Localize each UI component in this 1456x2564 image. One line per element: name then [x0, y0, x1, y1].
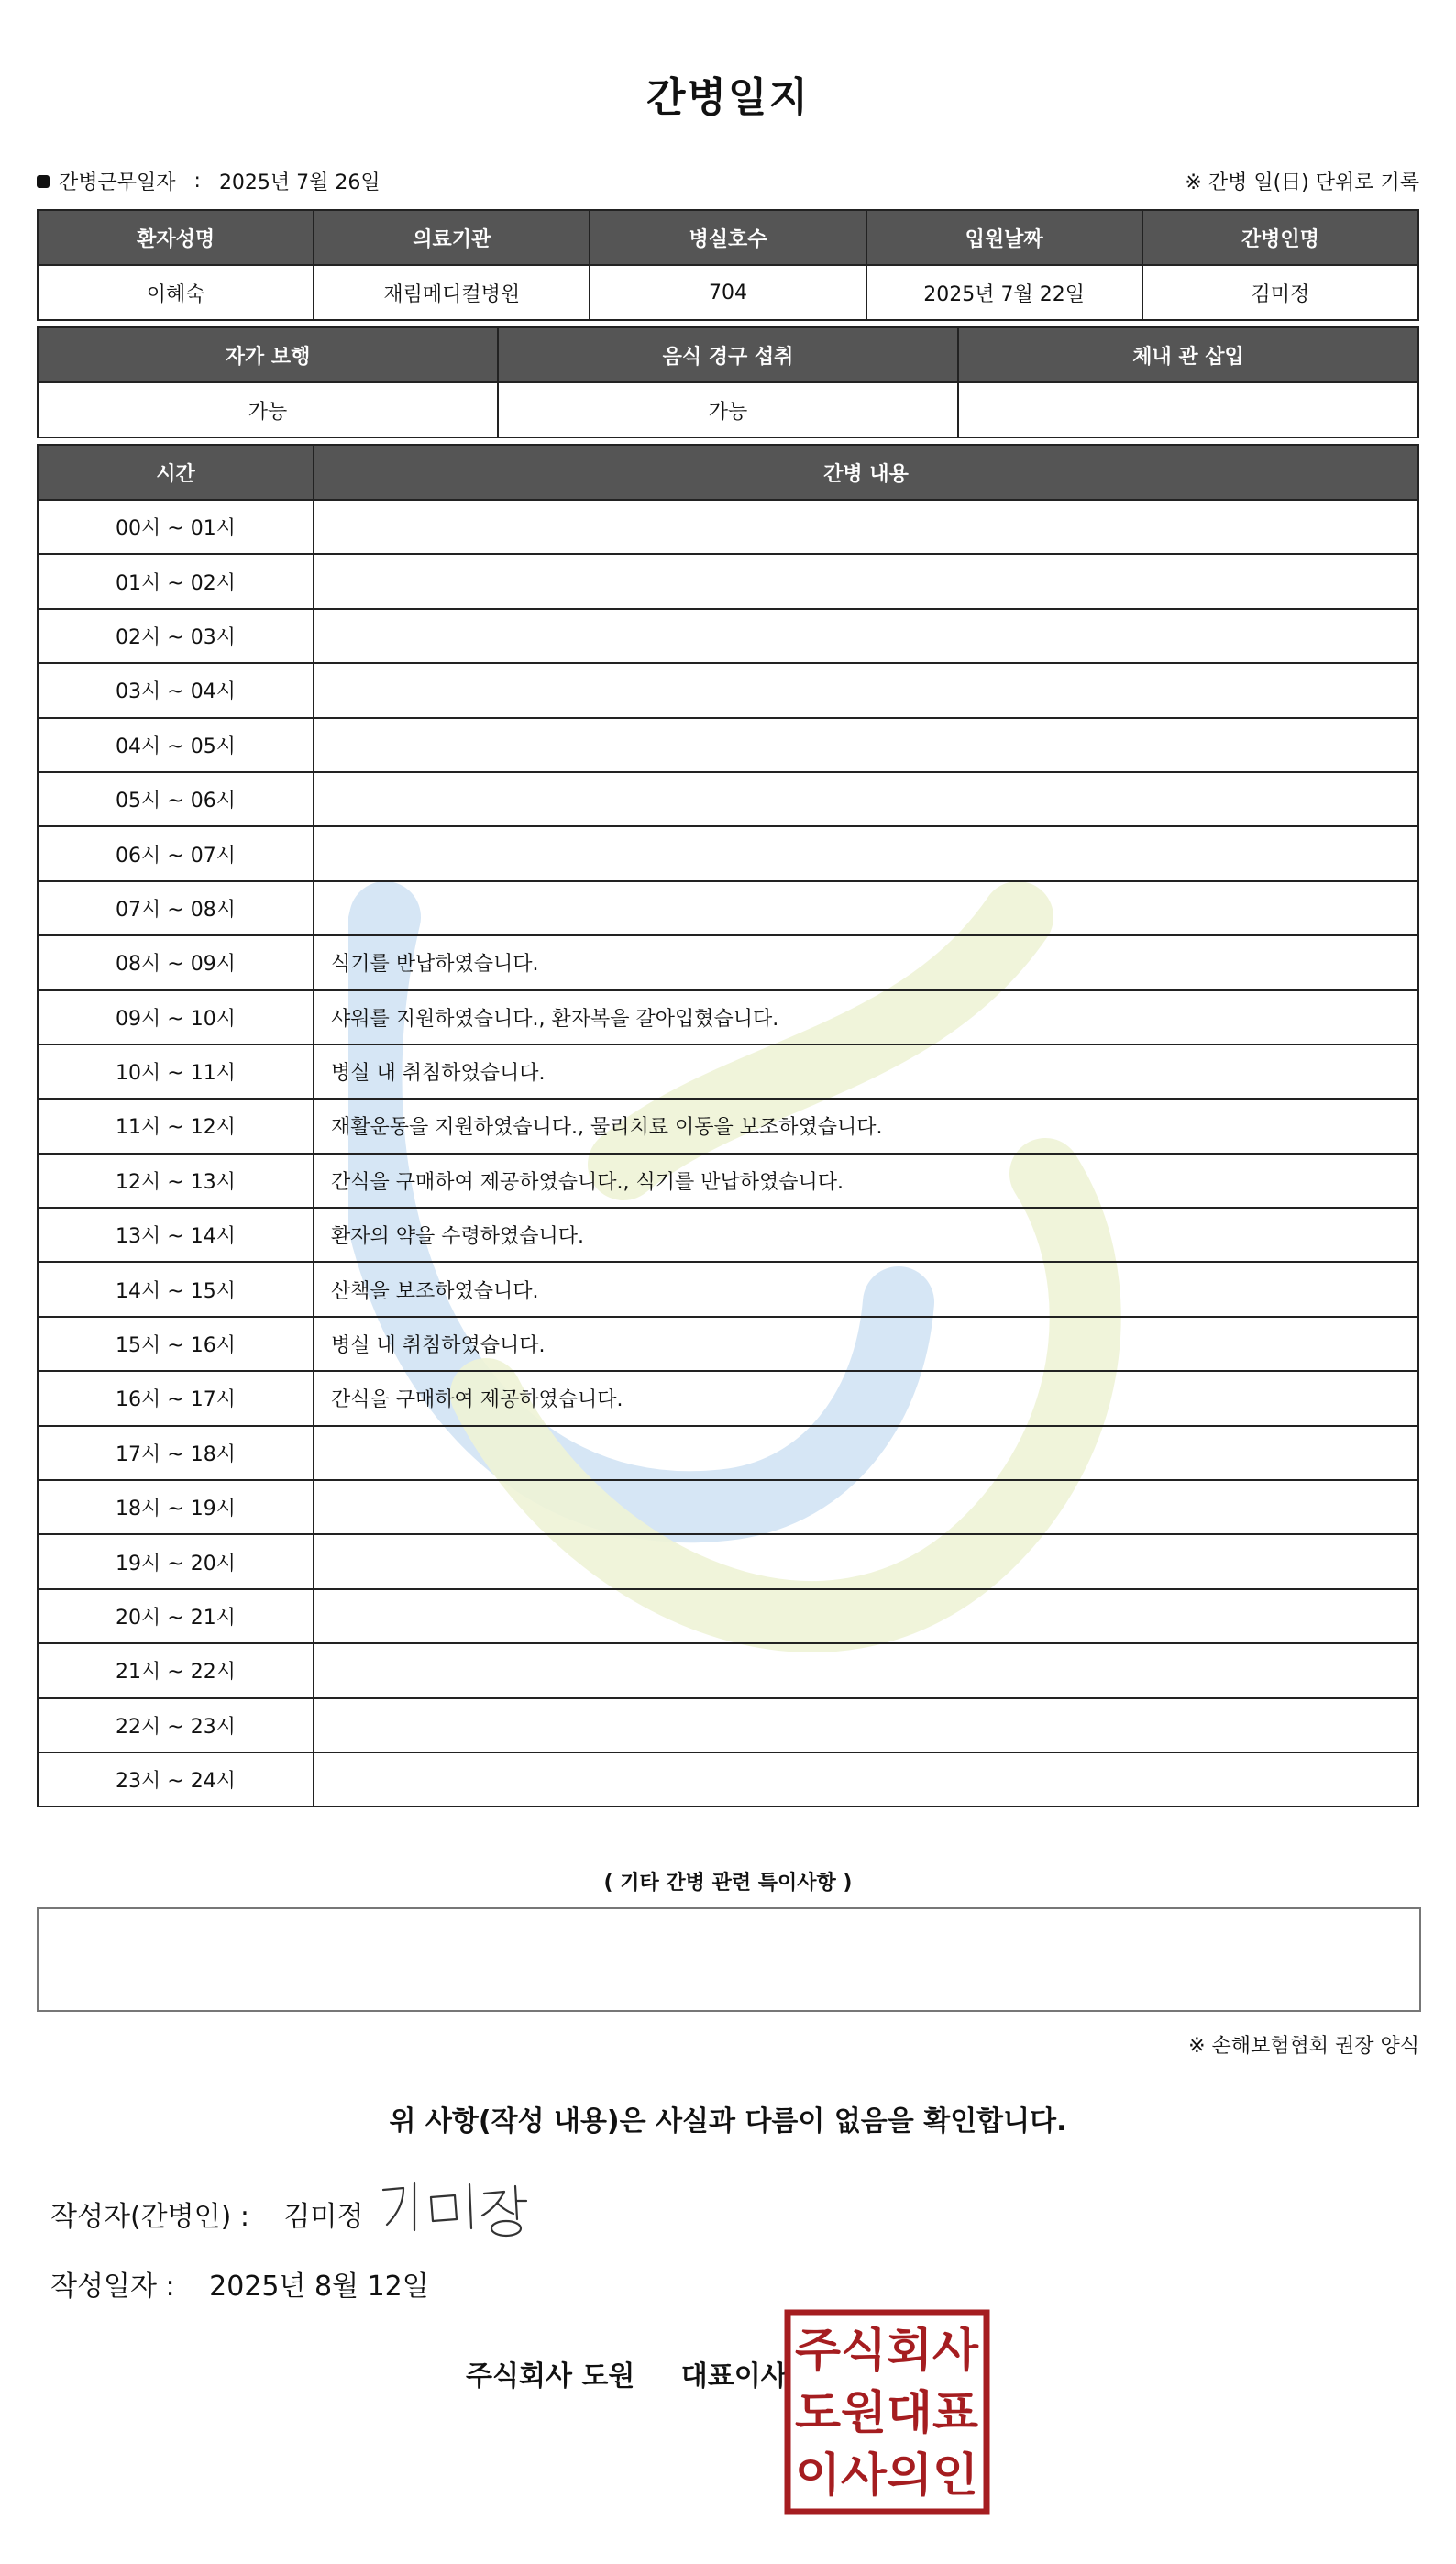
time-slot: 03시 ~ 04시 — [38, 663, 314, 717]
care-content-cell: 병실 내 취침하였습니다. — [314, 1044, 1418, 1099]
caregiver-name-value: 김미정 — [1142, 265, 1418, 320]
time-slot: 11시 ~ 12시 — [38, 1099, 314, 1153]
time-slot: 10시 ~ 11시 — [38, 1044, 314, 1099]
confirmation-statement: 위 사항(작성 내용)은 사실과 다름이 없음을 확인합니다. — [389, 2105, 1067, 2138]
work-date-row — [37, 167, 381, 195]
time-slot: 20시 ~ 21시 — [38, 1589, 314, 1643]
company-name: 주식회사 도원 — [466, 2360, 635, 2393]
table-row — [38, 1752, 1418, 1807]
hospital-value: 재림메디컬병원 — [314, 265, 590, 320]
time-slot: 06시 ~ 07시 — [38, 826, 314, 880]
writer-name: 김미정 — [283, 2201, 364, 2233]
table-row — [38, 990, 1418, 1044]
care-content-cell: 병실 내 취침하였습니다. — [314, 1317, 1418, 1371]
time-slot: 15시 ~ 16시 — [38, 1317, 314, 1371]
table-row — [38, 1262, 1418, 1316]
patient-status-table — [37, 326, 1419, 438]
writer-label: 작성자(간병인) : — [50, 2201, 249, 2233]
table-row — [38, 826, 1418, 880]
time-slot: 14시 ~ 15시 — [38, 1262, 314, 1316]
table-row — [38, 1099, 1418, 1153]
work-date-value: 2025년 7월 26일 — [218, 171, 381, 194]
care-content-cell — [314, 1698, 1418, 1752]
time-slot: 04시 ~ 05시 — [38, 718, 314, 772]
table-row — [38, 1480, 1418, 1534]
care-content-cell: 식기를 반납하였습니다. — [314, 935, 1418, 989]
form-source-note: ※ 손해보험협회 권장 양식 — [1188, 2035, 1419, 2058]
room-number-value: 704 — [590, 265, 866, 320]
time-slot: 21시 ~ 22시 — [38, 1643, 314, 1697]
document-title: 간병일지 — [645, 74, 810, 121]
table-header-row — [38, 210, 1418, 265]
care-content-cell: 산책을 보조하였습니다. — [314, 1262, 1418, 1316]
handwritten-signature — [376, 2173, 550, 2247]
work-date-label: 간병근무일자 — [59, 171, 176, 194]
table-row — [38, 1589, 1418, 1643]
time-slot: 17시 ~ 18시 — [38, 1426, 314, 1480]
time-slot: 16시 ~ 17시 — [38, 1371, 314, 1425]
care-content-cell — [314, 1480, 1418, 1534]
table-row — [38, 1534, 1418, 1588]
care-log-body — [38, 500, 1418, 1807]
bullet-square-icon — [37, 175, 50, 188]
care-content-cell — [314, 1426, 1418, 1480]
company-row — [466, 2353, 788, 2393]
care-content-cell — [314, 772, 1418, 826]
header-care-content: 간병 내용 — [314, 445, 1418, 500]
writer-row — [50, 2194, 363, 2234]
care-content-cell — [314, 718, 1418, 772]
care-content-cell — [314, 826, 1418, 880]
written-date-value: 2025년 8월 12일 — [209, 2271, 429, 2303]
table-row — [38, 609, 1418, 663]
patient-info-table — [37, 209, 1419, 321]
seal-text-line: 도원대표 — [795, 2386, 979, 2439]
table-header-row — [38, 327, 1418, 382]
care-content-cell — [314, 663, 1418, 717]
work-date-separator: : — [193, 170, 201, 193]
care-content-cell — [314, 1643, 1418, 1697]
written-date-label: 작성일자 : — [50, 2271, 175, 2303]
header-time: 시간 — [38, 445, 314, 500]
table-row — [38, 1208, 1418, 1262]
table-row — [38, 1426, 1418, 1480]
patient-name-value: 이혜숙 — [38, 265, 314, 320]
table-row — [38, 265, 1418, 320]
time-slot: 00시 ~ 01시 — [38, 500, 314, 554]
header-admission-date: 입원날짜 — [866, 210, 1142, 265]
care-content-cell — [314, 500, 1418, 554]
time-slot: 23시 ~ 24시 — [38, 1752, 314, 1807]
care-content-cell — [314, 609, 1418, 663]
oral-intake-value: 가능 — [498, 382, 958, 437]
time-slot: 08시 ~ 09시 — [38, 935, 314, 989]
company-seal-stamp — [784, 2309, 990, 2515]
care-content-cell: 간식을 구매하여 제공하였습니다., 식기를 반납하였습니다. — [314, 1154, 1418, 1208]
table-row — [38, 500, 1418, 554]
care-content-cell: 환자의 약을 수령하였습니다. — [314, 1208, 1418, 1262]
self-walking-value: 가능 — [38, 382, 498, 437]
time-slot: 07시 ~ 08시 — [38, 881, 314, 935]
time-slot: 12시 ~ 13시 — [38, 1154, 314, 1208]
header-room-number: 병실호수 — [590, 210, 866, 265]
time-slot: 01시 ~ 02시 — [38, 554, 314, 608]
table-row — [38, 881, 1418, 935]
table-row — [38, 935, 1418, 989]
written-date-row — [50, 2263, 429, 2304]
care-content-cell: 샤워를 지원하였습니다., 환자복을 갈아입혔습니다. — [314, 990, 1418, 1044]
admission-date-value: 2025년 7월 22일 — [866, 265, 1142, 320]
care-content-cell: 간식을 구매하여 제공하였습니다. — [314, 1371, 1418, 1425]
care-log-table — [37, 444, 1419, 1807]
table-header-row — [38, 445, 1418, 500]
time-slot: 02시 ~ 03시 — [38, 609, 314, 663]
time-slot: 09시 ~ 10시 — [38, 990, 314, 1044]
care-content-cell — [314, 1589, 1418, 1643]
header-caregiver-name: 간병인명 — [1142, 210, 1418, 265]
header-hospital: 의료기관 — [314, 210, 590, 265]
table-row — [38, 382, 1418, 437]
time-slot: 19시 ~ 20시 — [38, 1534, 314, 1588]
care-content-cell — [314, 1752, 1418, 1807]
company-role: 대표이사 — [680, 2360, 788, 2393]
record-unit-note: ※ 간병 일(日) 단위로 기록 — [1185, 171, 1419, 194]
table-row — [38, 1317, 1418, 1371]
seal-text-line: 주식회사 — [795, 2324, 979, 2377]
care-content-cell — [314, 1534, 1418, 1588]
care-content-cell — [314, 554, 1418, 608]
time-slot: 18시 ~ 19시 — [38, 1480, 314, 1534]
table-row — [38, 663, 1418, 717]
header-patient-name: 환자성명 — [38, 210, 314, 265]
header-tube-insertion: 체내 관 삽입 — [958, 327, 1418, 382]
seal-text-line: 이사의인 — [795, 2448, 978, 2502]
tube-insertion-value — [958, 382, 1418, 437]
header-oral-intake: 음식 경구 섭취 — [498, 327, 958, 382]
table-row — [38, 554, 1418, 608]
table-row — [38, 1044, 1418, 1099]
table-row — [38, 772, 1418, 826]
care-content-cell — [314, 881, 1418, 935]
care-content-cell: 재활운동을 지원하였습니다., 물리치료 이동을 보조하였습니다. — [314, 1099, 1418, 1153]
table-row — [38, 1643, 1418, 1697]
table-row — [38, 718, 1418, 772]
notes-box — [37, 1907, 1421, 2012]
notes-title: ( 기타 간병 관련 특이사항 ) — [603, 1872, 853, 1895]
table-row — [38, 1371, 1418, 1425]
table-row — [38, 1154, 1418, 1208]
time-slot: 13시 ~ 14시 — [38, 1208, 314, 1262]
table-row — [38, 1698, 1418, 1752]
time-slot: 05시 ~ 06시 — [38, 772, 314, 826]
header-self-walking: 자가 보행 — [38, 327, 498, 382]
time-slot: 22시 ~ 23시 — [38, 1698, 314, 1752]
